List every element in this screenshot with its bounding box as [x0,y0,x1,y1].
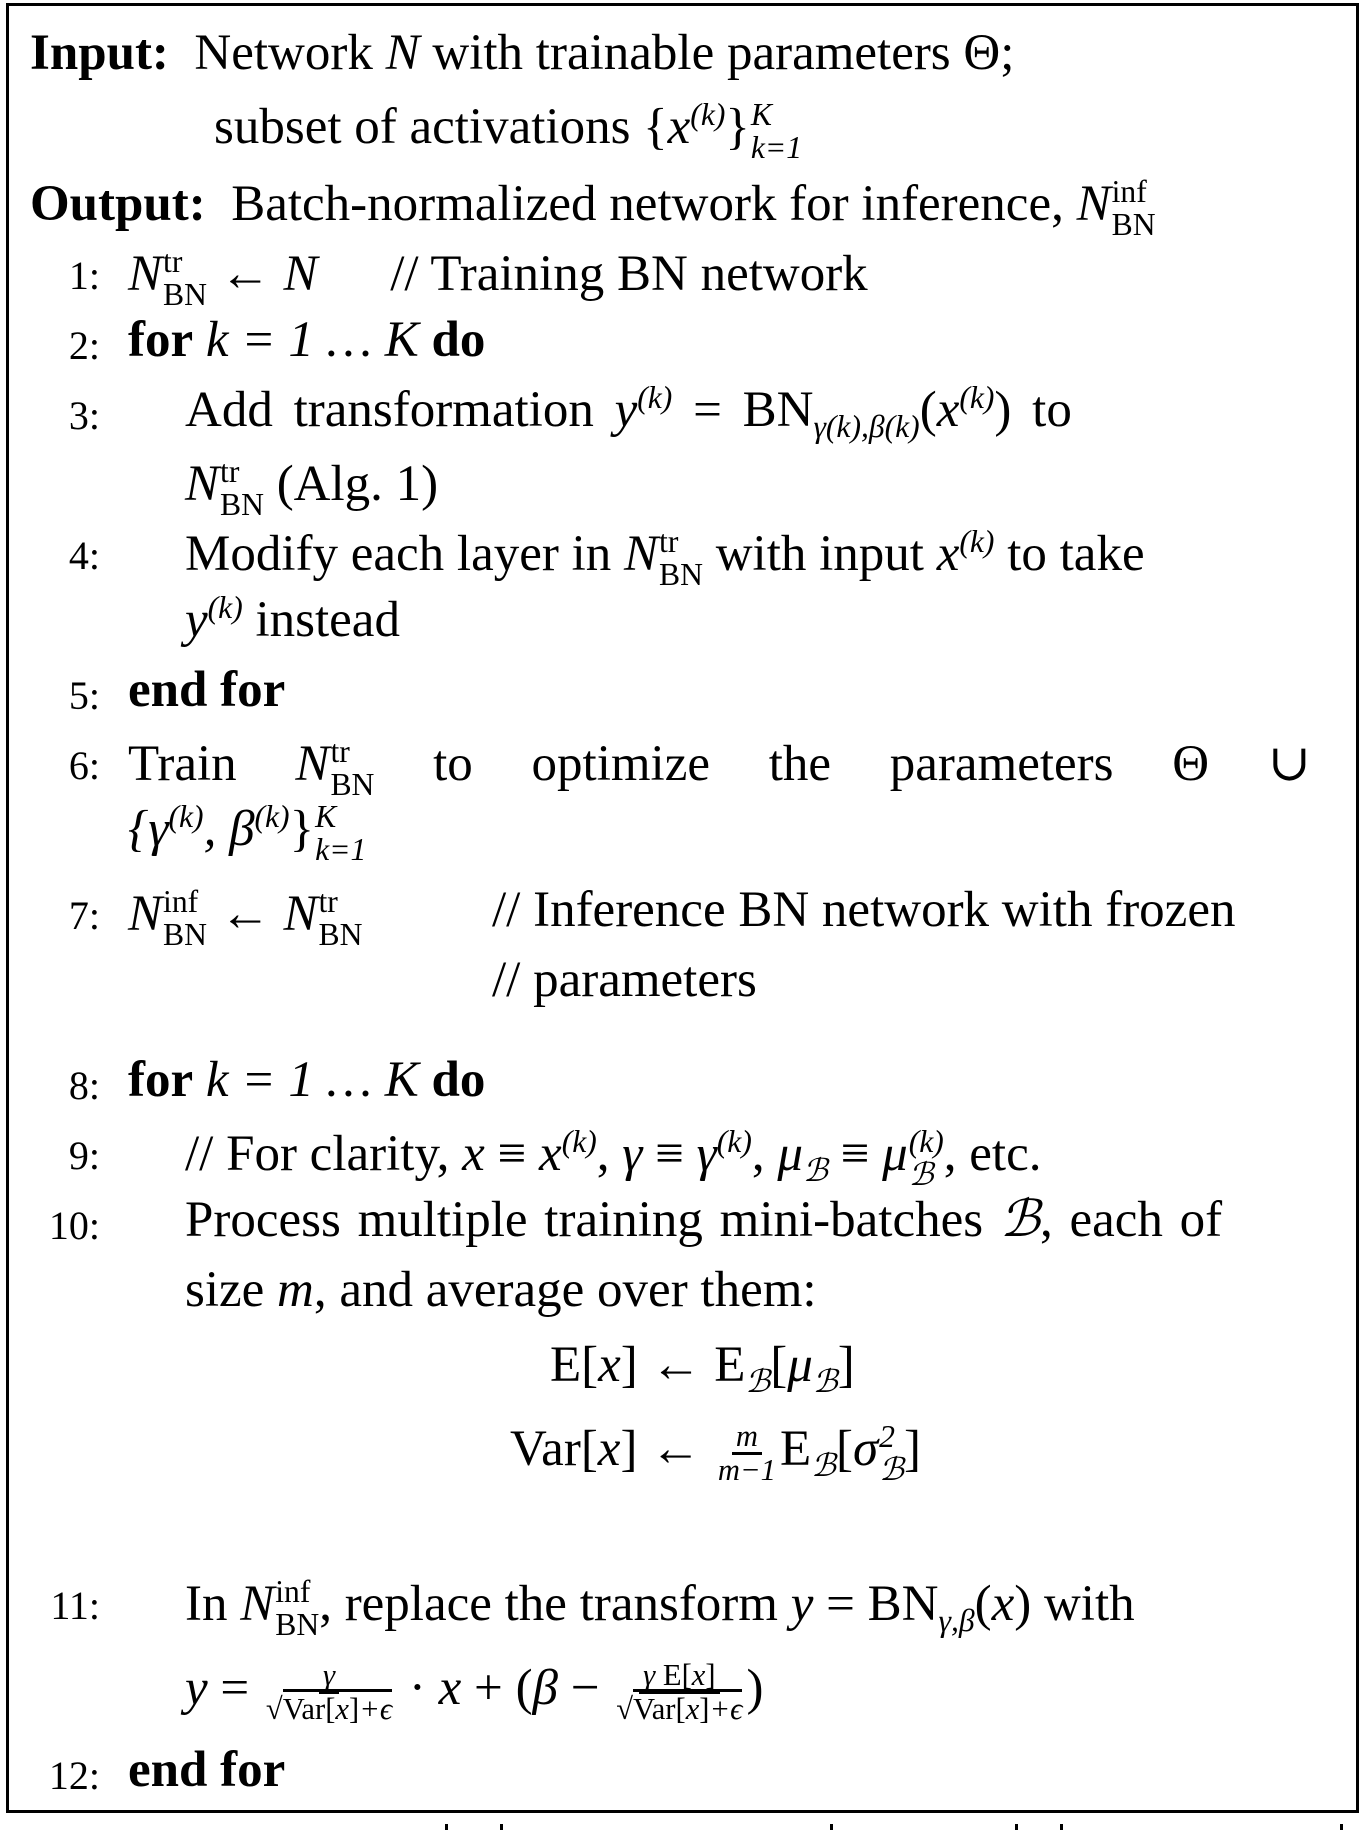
mu: μ [787,1337,813,1393]
k-sup: (k) [637,380,673,415]
line-number-9: 9: [68,1133,100,1178]
inf-sup: inf [163,884,199,919]
comment: // Training BN network [390,245,868,302]
bn-sub: BN [220,487,264,523]
output-label: Output: [30,175,206,232]
equals: = [207,1659,262,1716]
loop-range: k = 1 … K [193,312,432,368]
step-3-cont [185,455,438,521]
N-symbol: N [1076,175,1111,232]
comment-7a: // Inference BN network with frozen [492,882,1236,938]
minus: − [557,1659,613,1716]
tr-sup: tr [659,524,679,559]
step-text-2: , replace the transform [319,1575,791,1632]
k-sup: (k) [716,1123,752,1159]
line-number-4: 4: [68,533,100,578]
brace: } [725,98,750,155]
for-keyword: for [128,1052,194,1108]
step-text-2: with input [702,525,937,582]
inf-sup: inf [1111,174,1147,209]
epsilon: +ϵ [359,1691,393,1726]
var-op: Var [633,1691,676,1726]
bn-op: BN [742,382,814,438]
arrow: ← [637,1420,714,1477]
tr-sup: tr [220,454,240,489]
bn-sub: BN [163,277,207,313]
step-10-cont [185,1262,817,1318]
k-sup: (k) [207,590,243,625]
x-symbol: x [335,1691,349,1726]
output-line [30,175,1156,241]
input-line-2 [214,98,802,164]
k-sup: (k) [561,1123,597,1159]
bn-sub: BN [1111,207,1156,243]
step-text-2: to [1011,382,1072,438]
step-6 [128,735,1311,801]
y-symbol: y [185,1659,208,1716]
epsilon: +ϵ [709,1691,743,1726]
line-number-5: 5: [68,673,100,718]
output-text: Batch-normalized network for inference, [231,175,1077,232]
bn-params: γ,β [938,1603,975,1639]
line-number-3: 3: [68,393,100,438]
line-number-12: 12: [48,1753,100,1798]
step-text: instead [242,592,400,648]
step-text-2: to optimize the parameters Θ ∪ [374,735,1311,792]
equiv: ≡ [642,1125,697,1182]
bn-sub: BN [330,767,375,803]
beta: β [532,1659,558,1716]
equiv: ≡ [827,1125,883,1182]
etc: , etc. [943,1125,1042,1182]
step-text-3: to take [994,525,1145,582]
bn-sub: BN [163,917,207,953]
x-symbol: x [685,1691,700,1726]
step-text-3: with [1031,1575,1135,1632]
line-number-11: 11: [50,1583,100,1628]
step-8 [128,1052,486,1108]
step-2 [128,312,486,368]
y-symbol: y [185,592,208,648]
equals: = [813,1575,868,1632]
step-7 [128,885,362,951]
step-9: // For clarity, $x \equiv x^{(k)}$, $\gamma \equiv \gamma^{(k)}$, $\mu_ℬ \equiv \mu$ (k) ℬ , etc. [185,1123,1042,1193]
step-text: Add transformation [185,382,615,438]
step-text: In [185,1575,241,1632]
loop-range: k = 1 … K [193,1052,432,1108]
k-sup: (k) [908,1124,944,1159]
upper-K: K [315,799,337,834]
eq-inference: y = $\frac{\gamma}{\text{√Var[x]+ϵ}}$ · x + (β − $\frac{\text{γ E[x]}}{\text{√Var[x]+ϵ}}$ ) [185,1658,764,1726]
input-label: Input: [30,25,169,81]
arrow: ← [637,1337,715,1393]
N-symbol: N [128,245,163,302]
x-symbol: x [462,1125,485,1182]
step-3: Add transformation $y^{(k)} = BN_{\gamma(k),\beta(k)}(x^{(k)})$ to [185,380,1072,445]
batch-sub: ℬ [811,1448,836,1484]
gamma: γ [622,1125,643,1182]
equals: = [672,382,743,438]
comment-7b: // parameters [492,952,757,1008]
N-symbol: N [283,245,318,302]
x-symbol: x [936,525,960,582]
numerator: m [732,1421,762,1455]
tr-sup: tr [318,884,338,919]
equiv: ≡ [484,1125,540,1182]
step-text: Modify each layer in [185,525,625,582]
batch-symbol: ℬ [999,1192,1040,1248]
alg-ref: (Alg. 1) [263,455,439,512]
input-subset-text: subset of activations { [214,98,668,155]
mu: μ [777,1125,803,1182]
step-11: In N inf BN , replace the transform $y = BN_{\gamma,\beta}(x)$ with [185,1574,1135,1643]
sigma: σ [852,1420,879,1477]
eq-mean: E[x] ← $E_ℬ[\mu_ℬ]$ [550,1337,855,1400]
N-symbol: N [283,885,318,942]
E-op: E [662,1658,682,1692]
x-symbol: x [598,1337,621,1393]
tr-sup: tr [330,734,350,769]
line-number-8: 8: [68,1063,100,1108]
for-keyword: for [128,312,194,368]
batch-sub: ℬ [908,1157,934,1193]
x-symbol: x [936,382,960,438]
step-5: end for [128,662,286,718]
var-op: Var [510,1420,581,1477]
bn-sub: BN [275,1607,320,1643]
N-symbol: N [295,735,330,792]
var-op: Var [282,1691,326,1726]
k-equals-1: k=1 [315,832,367,868]
batch-sub: ℬ [745,1364,771,1400]
network-symbol: N [385,25,420,81]
plus: + [461,1659,516,1716]
numerator: γ [319,1660,339,1694]
k-equals-1: k=1 [750,130,803,166]
x-symbol: x [667,98,691,155]
k-sup: (k) [959,523,995,559]
step-10 [185,1192,1223,1248]
beta: , β [203,800,255,857]
x-symbol: x [691,1658,706,1692]
m-symbol: m [277,1262,314,1318]
step-4 [185,525,1145,591]
batch-sub: ℬ [879,1452,904,1488]
gamma: γ [696,1125,717,1182]
step-6-cont [128,800,366,866]
bn-params: γ(k),β(k) [813,409,920,445]
E-op: E [779,1420,812,1477]
k-sup: (k) [959,380,995,415]
gamma: {γ [128,800,169,857]
do-keyword: do [431,312,486,368]
tr-sup: tr [163,244,183,279]
line-number-6: 6: [68,743,100,788]
N-symbol: N [128,885,163,942]
squared: 2 [879,1419,895,1454]
step-text-2: , and average over them: [313,1262,817,1318]
E-op: E [550,1337,582,1393]
gamma: γ [643,1658,656,1692]
step-text-2: , each of [1039,1192,1223,1248]
line-number-2: 2: [68,323,100,368]
do-keyword: do [431,1052,486,1108]
x-symbol: x [991,1575,1015,1632]
k-superscript: (k) [690,96,726,132]
eq-var: Var[x] ← $\frac{m}{m-1}$ $E_ℬ[\sigma$ 2 ℬ ] [510,1419,921,1488]
y-symbol: y [790,1575,814,1632]
arrow: ← [206,245,284,302]
bn-sub: BN [318,917,363,953]
input-text: Network [194,25,386,81]
step-4-cont [185,590,400,648]
x-symbol: x [597,1420,621,1477]
line-number-1: 1: [68,253,100,298]
line-number-7: 7: [68,893,100,938]
N-symbol: N [185,455,220,512]
step-12: end for [128,1742,286,1798]
upper-K: K [750,97,772,132]
cropped-caption-fragment [0,1818,1370,1830]
line-number-10: 10: [48,1203,100,1248]
N-symbol: N [240,1575,275,1632]
batch-sub: ℬ [802,1153,828,1189]
input-line [30,25,1015,81]
input-text-2: with trainable parameters Θ; [419,25,1015,81]
bn-op: BN [867,1575,939,1632]
E-op: E [714,1337,746,1393]
k-sup: (k) [168,798,204,834]
x-symbol: x [438,1659,462,1716]
denominator: m−1 [717,1452,776,1487]
step-1 [128,245,868,311]
arrow: ← [206,885,284,942]
inf-sup: inf [275,1574,311,1609]
y-symbol: y [614,382,638,438]
N-symbol: N [624,525,659,582]
bn-sub: BN [659,557,703,593]
dot: · [396,1659,439,1716]
batch-sub: ℬ [812,1364,838,1400]
brace: } [289,800,315,857]
step-text: size [185,1262,278,1318]
step-text: Train [128,735,296,792]
k-sup: (k) [254,798,290,834]
mu: μ [882,1125,908,1182]
step-text: Process multiple training mini-batches [185,1192,1000,1248]
comment: // For clarity, [185,1125,463,1182]
x-symbol: x [539,1125,562,1182]
